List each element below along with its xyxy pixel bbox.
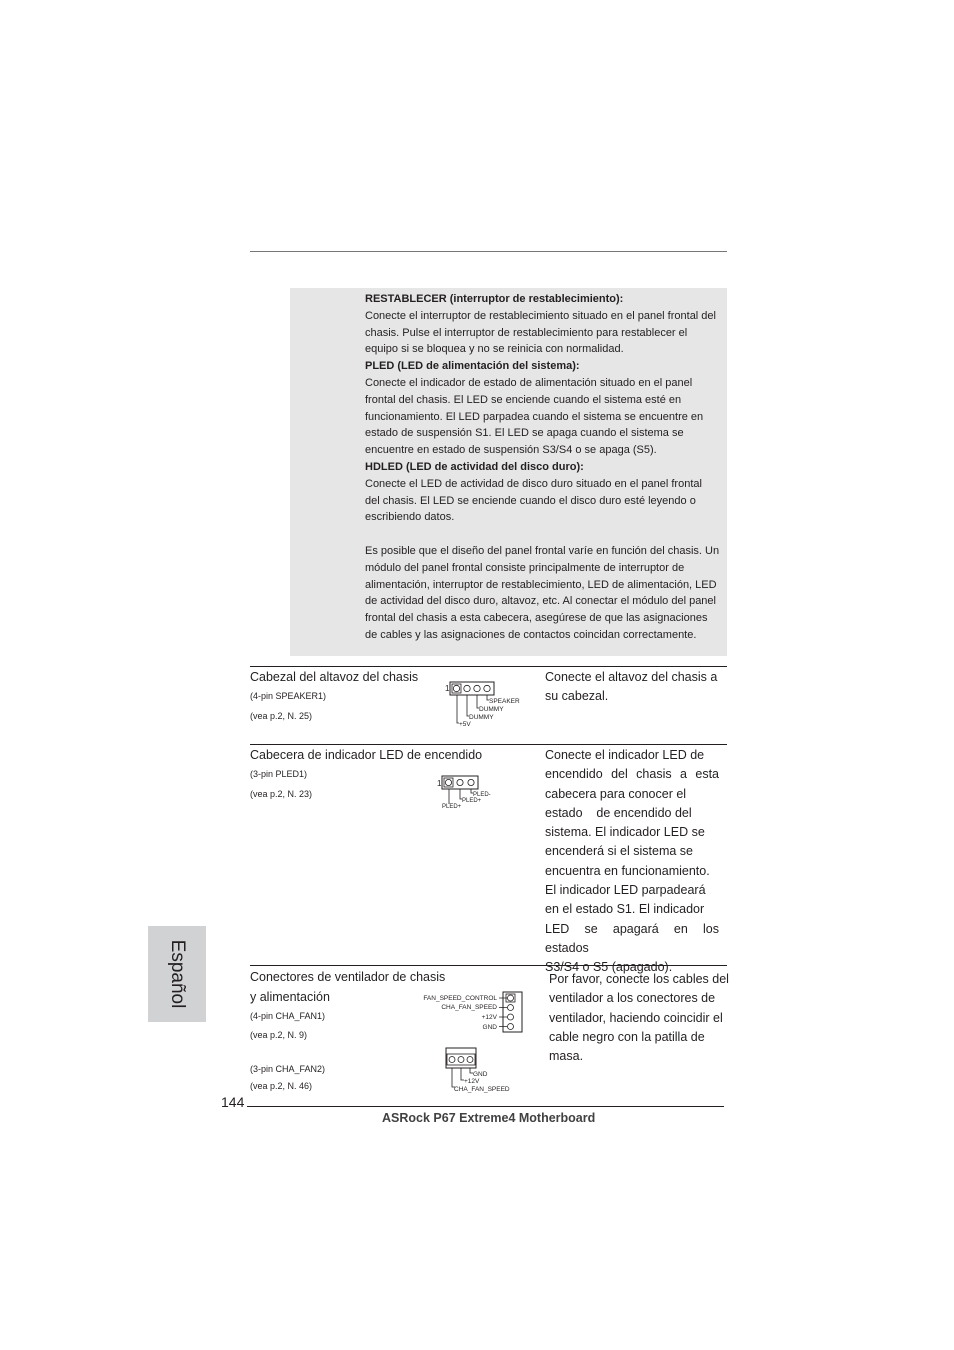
speaker-desc-line: su cabezal. [545,689,609,704]
pin [453,685,459,691]
pled-line: Conecte el indicador de estado de alimentación situado en el panel [365,376,693,389]
pin [468,779,474,785]
pin [508,1024,514,1030]
fan-desc-line: ventilador a los conectores de [549,991,716,1006]
pin-label-dummy: DUMMY [469,714,494,721]
fan-desc-line: cable negro con la patilla de [549,1029,705,1044]
pled-desc [545,746,719,978]
pin [445,779,451,785]
speaker-desc-line: Conecte el altavoz del chasis a [545,670,718,684]
language-tab [148,926,206,1022]
pin-label-pled-plus: PLED+ [442,804,462,810]
pin [467,1057,473,1063]
info-text [365,291,727,644]
note-line: de actividad del disco duro, altavoz, etc. Al conectar el módulo del panel [365,595,716,608]
speaker-desc [545,668,725,707]
pled-desc-line: Conecte el indicador LED de [545,748,705,762]
note-line: módulo del panel frontal consiste principalmente de interruptor de [365,561,685,574]
fan-pin3: (3-pin CHA_FAN2) [250,1064,326,1074]
hdled-line: del chasis. El LED se enciende cuando el disco duro esté leyendo o [365,494,696,507]
fan-ref4: (vea p.2, N. 9) [250,1030,308,1040]
fan-desc-line: Por favor, conecte los cables del [549,972,729,986]
fan-desc-line: masa. [549,1049,584,1064]
pled-desc-line: cabecera para conocer el [545,786,687,801]
pled-line: frontal del chasis. El LED se enciende cuando el sistema esté en [365,393,682,406]
language-tab-label: Español [167,939,188,1009]
header-rule [250,251,727,252]
pin [457,779,463,785]
speaker-pin: (4-pin SPEAKER1) [250,691,327,701]
pin-label-cha-fan-speed: CHA_FAN_SPEED [454,1086,510,1093]
note-line: Es posible que el diseño del panel frontal varíe en función del chasis. Un [365,544,720,557]
pled-connector-diagram [436,772,496,812]
pin-label-fan-speed-control: FAN_SPEED_CONTROL [423,995,497,1002]
fan-desc-line: ventilador, haciendo coincidir el [549,1010,723,1025]
section-rule [250,965,727,966]
pled-desc-line: encenderá si el sistema se [545,844,693,859]
reset-line: equipo si se bloquea y no se reinicia con normalidad. [365,343,624,356]
hdled-line: Conecte el LED de actividad de disco duro situado en el panel frontal [365,477,702,490]
hdled-heading: HDLED (LED de actividad del disco duro): [365,460,584,473]
section-rule [250,744,727,745]
fan3-connector-diagram [440,1046,520,1096]
pled-pin: (3-pin PLED1) [250,769,308,779]
fan-title-line2: y alimentación [250,990,330,1004]
pin [449,1057,455,1063]
section-rule [250,666,727,667]
note-line: alimentación, interruptor de restablecimiento, LED de alimentación, LED [365,578,717,591]
pin [508,1005,514,1011]
reset-heading: RESTABLECER (interruptor de restablecimiento): [365,293,624,305]
reset-line: chasis. Pulse el interruptor de restablecimiento para restablecer el [365,326,688,339]
pin-label-12v: +12V [464,1078,480,1085]
pled-heading: PLED (LED de alimentación del sistema): [365,360,580,373]
pled-desc-line: estado de encendido del [545,805,692,820]
pin [484,685,490,691]
pin-label-gnd: GND [482,1024,497,1031]
pled-desc-line: LED se apagará en los estados [545,921,719,955]
reset-line: Conecte el interruptor de restablecimiento situado en el panel frontal del [365,309,716,322]
fan-title: Conectores de ventilador de chasis [250,970,446,984]
note-line: de cables y las asignaciones de contactos coincidan correctamente. [365,628,697,641]
footer-rule [247,1106,724,1107]
pin [508,1014,514,1020]
pin-label-12v: +12V [481,1014,497,1021]
fan-pin4: (4-pin CHA_FAN1) [250,1011,326,1021]
pin-label-gnd: GND [473,1071,488,1078]
pin-label-speaker: SPEAKER [489,698,520,705]
fan4-connector-diagram [410,990,525,1034]
speaker-ref: (vea p.2, N. 25) [250,711,313,721]
pin-label-pled-plus: PLED+ [462,798,482,804]
pled-ref: (vea p.2, N. 23) [250,789,313,799]
pin-label-dummy: DUMMY [479,706,504,713]
footer-title: ASRock P67 Extreme4 Motherboard [382,1111,596,1125]
pled-line: estado de suspensión S1. El LED se apaga cuando el sistema se [365,427,684,440]
pin [508,995,514,1001]
pled-desc-line: en el estado S1. El indicador [545,902,705,917]
pled-line: funcionamiento. El LED parpadea cuando el sistema se encuentre en [365,410,704,423]
pin [458,1057,464,1063]
hdled-line: escribiendo datos. [365,511,455,524]
pled-desc-line: S3/S4 o S5 (apagado). [545,960,673,975]
header-key [447,1054,475,1065]
pin1-label: 1 [445,684,450,693]
page-number: 144 [221,1094,245,1110]
pled-desc-line: El indicador LED parpadeará [545,883,706,898]
fan-ref3: (vea p.2, N. 46) [250,1081,313,1091]
pin-label-cha-fan-speed: CHA_FAN_SPEED [441,1004,497,1011]
pin1-label: 1 [437,779,442,788]
pled-title: Cabecera de indicador LED de encendido [250,748,483,762]
pin-label-5v: +5V [459,721,471,728]
speaker-connector-diagram [443,676,523,730]
pled-desc-line: encuentra en funcionamiento. [545,863,710,878]
pin [474,685,480,691]
pled-line: encuentre en estado de suspensión S3/S4 o se apaga (S5). [365,444,657,457]
speaker-title: Cabezal del altavoz del chasis [250,670,419,684]
pled-desc-line: sistema. El indicador LED se [545,825,705,840]
pled-desc-line: encendido del chasis a esta [545,767,719,782]
fan-desc [549,970,734,1066]
pin-label-pled-minus: PLED- [473,792,491,798]
note-line: frontal del chasis a esta cabecera, asegúrese de que las asignaciones [365,612,708,625]
pin [464,685,470,691]
